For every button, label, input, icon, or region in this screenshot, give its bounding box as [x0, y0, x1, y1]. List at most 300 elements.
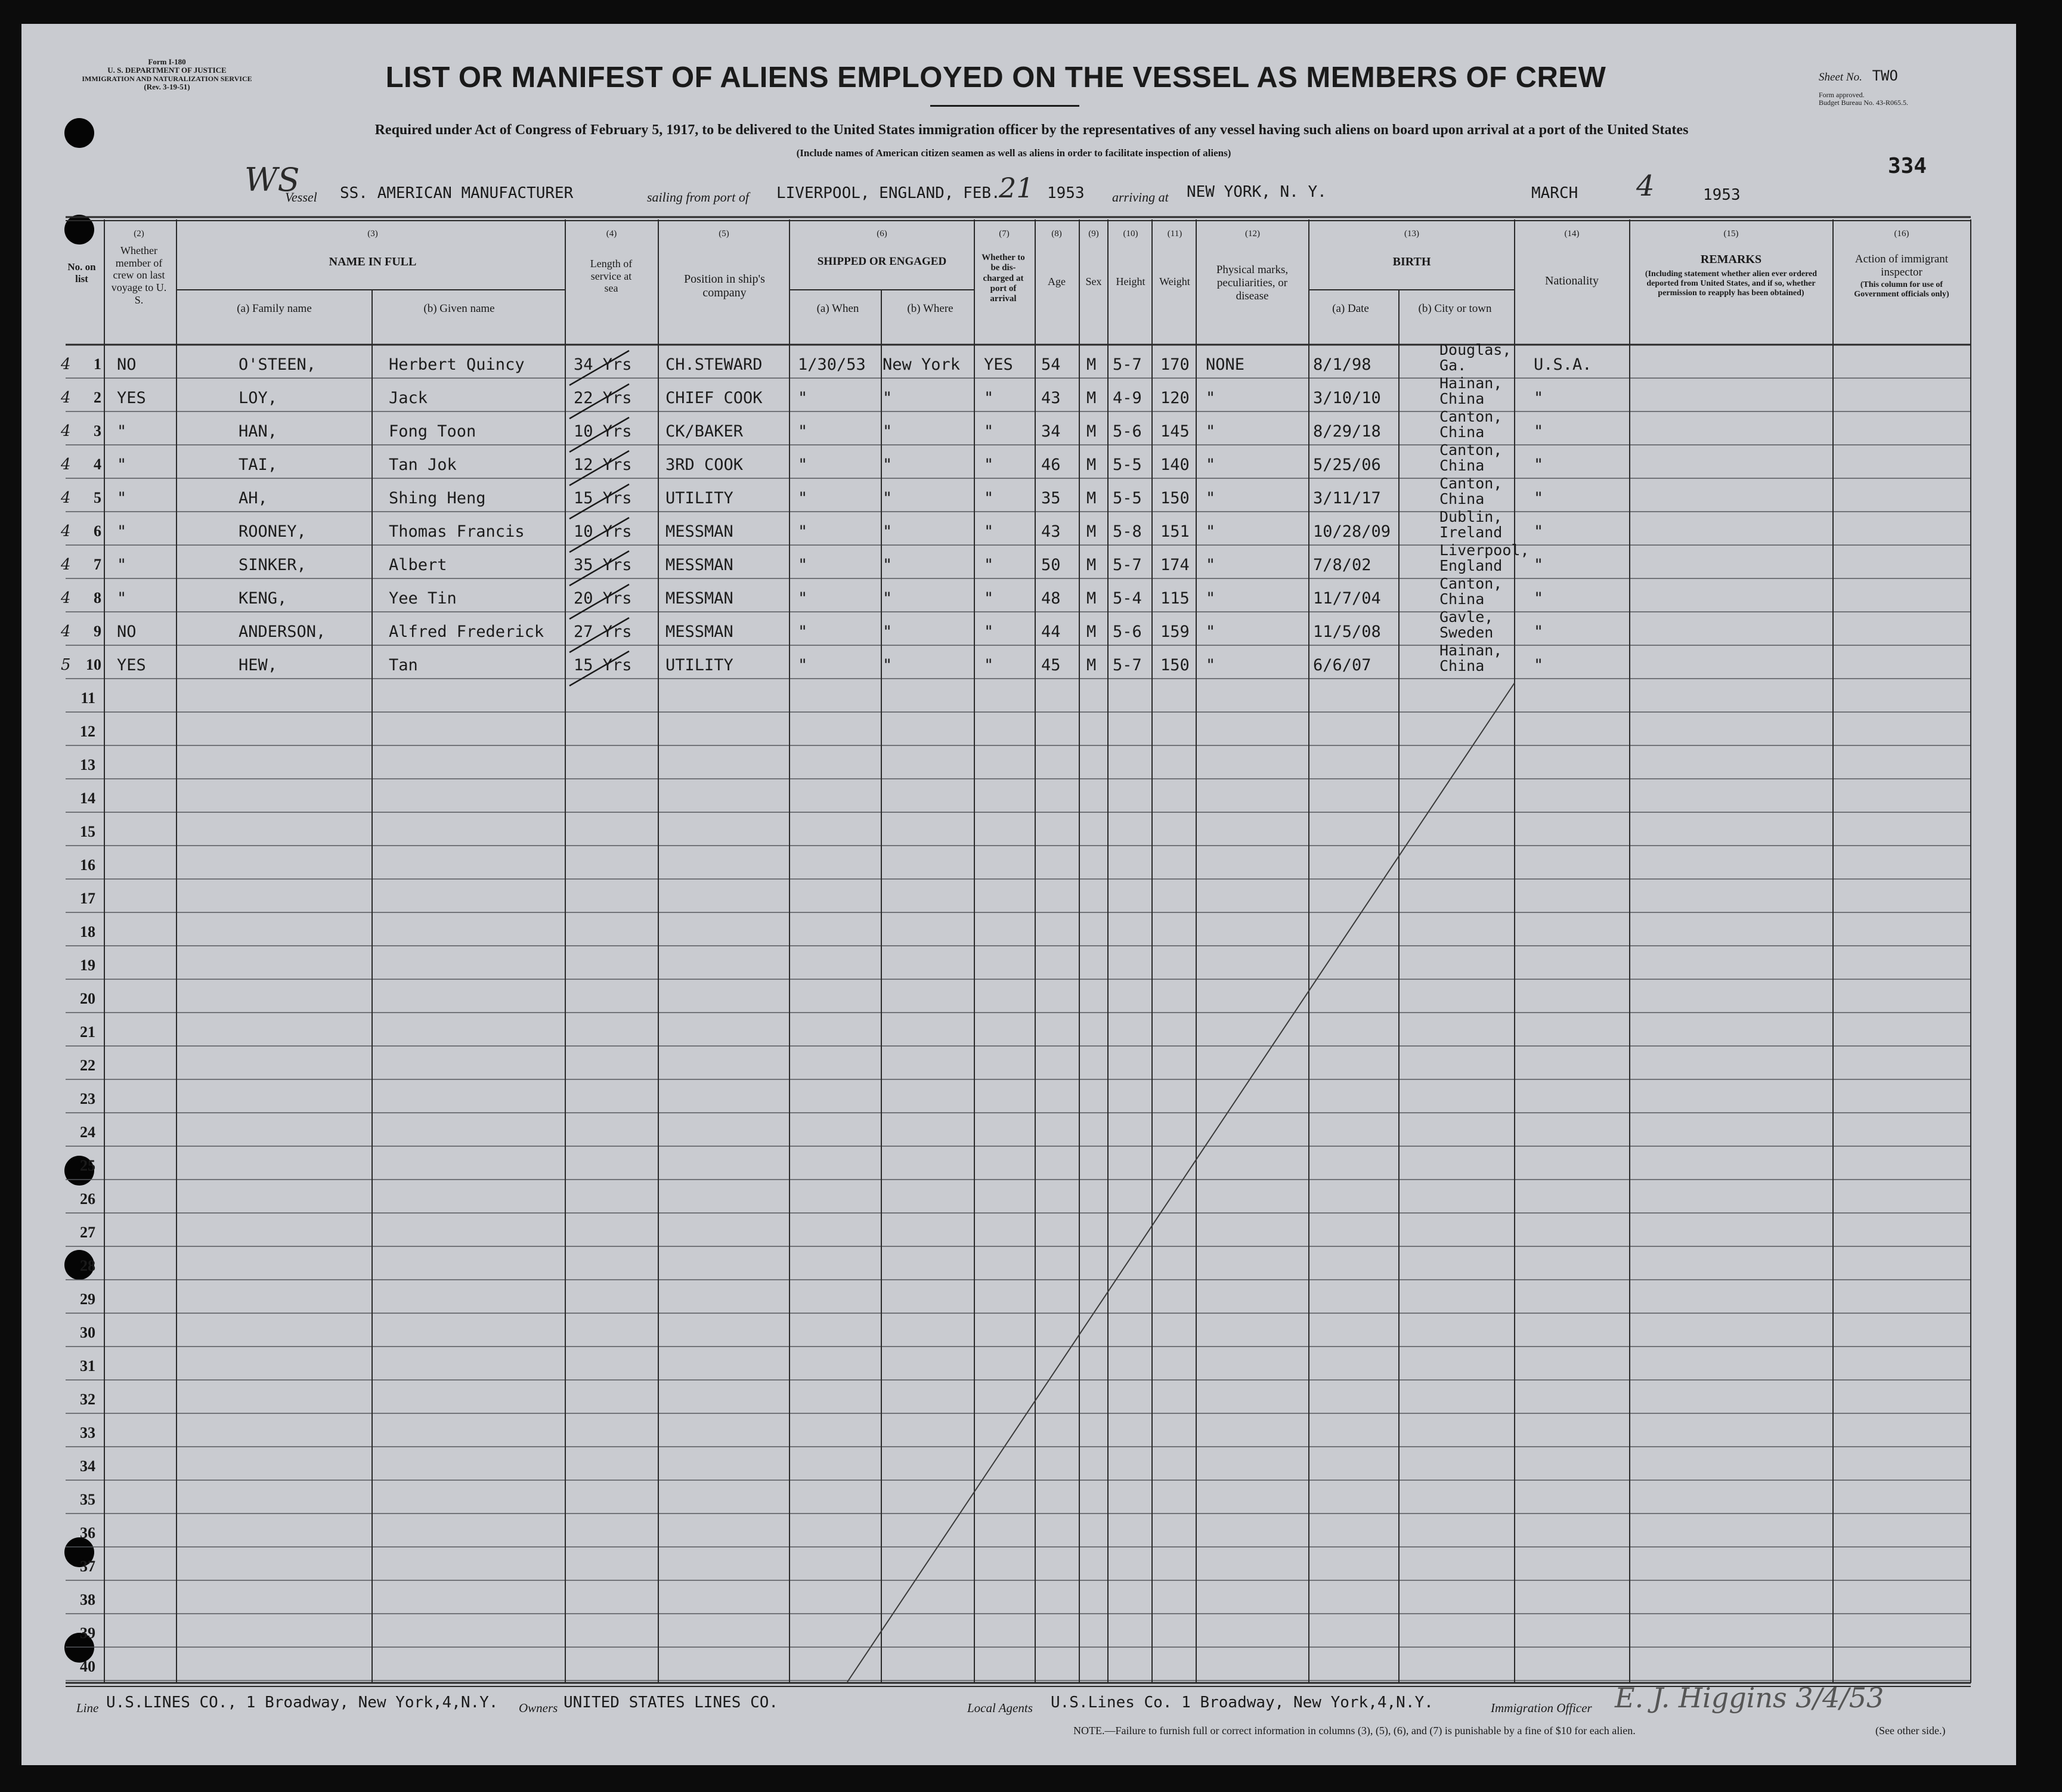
col-inspector-header: Action of immigrant inspector — [1854, 253, 1949, 278]
weight-cell: 170 — [1160, 355, 1190, 374]
service-cell: 12 Yrs — [574, 456, 632, 474]
form-number: Form I-180 — [148, 57, 186, 66]
shipped-when-cell: " — [798, 589, 808, 608]
family-name-cell: KENG, — [239, 589, 287, 608]
age-cell: 45 — [1041, 656, 1061, 674]
sail-year: 1953 — [1047, 184, 1085, 202]
row-number: 39 — [80, 1624, 95, 1642]
last-voyage-cell: NO — [117, 623, 137, 641]
col-birth-header: BIRTH — [1392, 255, 1431, 268]
marks-cell: " — [1206, 556, 1216, 574]
weight-cell: 140 — [1160, 456, 1190, 474]
birth-city-line: Dublin, — [1439, 508, 1503, 525]
margin-mark: 4 — [61, 422, 71, 440]
position-cell: MESSMAN — [665, 589, 733, 608]
sex-cell: M — [1086, 623, 1097, 641]
height-cell: 5-5 — [1113, 489, 1142, 507]
row-number: 26 — [80, 1190, 95, 1208]
birth-date-cell: 8/29/18 — [1313, 422, 1381, 441]
form-approved: Form approved. — [1819, 91, 1865, 99]
sex-cell: M — [1086, 522, 1097, 541]
nationality-cell: " — [1534, 522, 1544, 541]
row-number: 32 — [80, 1391, 95, 1408]
shipped-where-cell: " — [883, 522, 893, 541]
row-number: 12 — [80, 723, 95, 740]
margin-mark: 4 — [61, 589, 71, 607]
height-cell: 5-6 — [1113, 422, 1142, 441]
row-number: 38 — [80, 1591, 95, 1608]
last-voyage-cell: NO — [117, 355, 137, 374]
nationality-cell: " — [1534, 623, 1544, 641]
arriving-label: arriving at — [1112, 190, 1169, 205]
row-number: 33 — [80, 1424, 95, 1441]
col-last-voyage-header: Whether member of crew on last voyage to U. S. — [111, 244, 167, 306]
weight-cell: 151 — [1160, 522, 1190, 541]
margin-mark: 4 — [61, 556, 71, 574]
service-cell: 20 Yrs — [574, 589, 632, 608]
row-number: 25 — [80, 1157, 95, 1174]
shipped-where-cell: " — [883, 422, 893, 441]
col-12-num: (12) — [1245, 229, 1260, 239]
margin-mark: 4 — [61, 355, 71, 373]
weight-cell: 159 — [1160, 623, 1190, 641]
family-name-cell: O'STEEN, — [239, 355, 317, 374]
shipped-where-cell: " — [883, 589, 893, 608]
col-no-header: No. on list — [67, 261, 96, 284]
vessel-label: Vessel — [285, 190, 317, 205]
position-cell: MESSMAN — [665, 522, 733, 541]
service-cell: 10 Yrs — [574, 422, 632, 441]
height-cell: 5-7 — [1113, 656, 1142, 674]
weight-cell: 150 — [1160, 656, 1190, 674]
shipped-when-cell: " — [798, 422, 808, 441]
col-nationality-header: Nationality — [1545, 274, 1599, 287]
marks-cell: " — [1206, 422, 1216, 441]
height-cell: 5-4 — [1113, 589, 1142, 608]
shipped-where-cell: " — [883, 456, 893, 474]
col-birth-city-header: (b) City or town — [1418, 302, 1492, 315]
family-name-cell: ROONEY, — [239, 522, 306, 541]
page-title: LIST OR MANIFEST OF ALIENS EMPLOYED ON THE VESSEL AS MEMBERS OF CREW — [385, 61, 1606, 94]
col-10-num: (10) — [1123, 229, 1138, 239]
row-number: 11 — [81, 689, 95, 707]
row-number: 20 — [80, 990, 95, 1007]
margin-mark: 4 — [61, 389, 71, 407]
col-marks-header: Physical marks, peculiarities, or disease — [1216, 264, 1289, 302]
shipped-when-cell: 1/30/53 — [798, 355, 866, 374]
shipped-when-cell: " — [798, 389, 808, 407]
row-number: 36 — [80, 1524, 95, 1542]
position-cell: CH.STEWARD — [665, 355, 763, 374]
discharged-cell: " — [984, 422, 994, 441]
sex-cell: M — [1086, 422, 1097, 441]
birth-date-cell: 3/10/10 — [1313, 389, 1381, 407]
shipped-when-cell: " — [798, 556, 808, 574]
marks-cell: " — [1206, 589, 1216, 608]
row-number: 35 — [80, 1491, 95, 1508]
marks-cell: " — [1206, 489, 1216, 507]
birth-date-cell: 8/1/98 — [1313, 355, 1371, 374]
row-number: 29 — [80, 1290, 95, 1308]
service: IMMIGRATION AND NATURALIZATION SERVICE — [82, 75, 252, 83]
discharged-cell: " — [984, 589, 994, 608]
position-cell: UTILITY — [665, 489, 733, 507]
sex-cell: M — [1086, 389, 1097, 407]
shipped-when-cell: " — [798, 656, 808, 674]
row-number: 31 — [80, 1357, 95, 1375]
col-position-header: Position in ship's company — [684, 273, 765, 299]
row-number: 2 — [94, 389, 101, 406]
height-cell: 5-6 — [1113, 623, 1142, 641]
birth-city-line: Douglas, — [1439, 341, 1512, 358]
col-family-name-header: (a) Family name — [237, 302, 312, 315]
birth-region-line: Ireland — [1439, 524, 1503, 541]
agents-label: Local Agents — [967, 1701, 1033, 1715]
row-number: 28 — [80, 1257, 95, 1274]
age-cell: 46 — [1041, 456, 1061, 474]
row-number: 23 — [80, 1090, 95, 1107]
birth-region-line: Ga. — [1439, 357, 1467, 374]
service-cell: 27 Yrs — [574, 623, 632, 641]
age-cell: 35 — [1041, 489, 1061, 507]
given-name-cell: Alfred Frederick — [389, 623, 544, 641]
given-name-cell: Yee Tin — [389, 589, 457, 608]
arrival-year: 1953 — [1703, 186, 1741, 204]
shipped-where-cell: " — [883, 389, 893, 407]
birth-city-cell — [1439, 543, 1530, 574]
col-when-header: (a) When — [816, 302, 859, 315]
height-cell: 5-7 — [1113, 355, 1142, 374]
birth-date-cell: 11/5/08 — [1313, 623, 1381, 641]
birth-date-cell: 3/11/17 — [1313, 489, 1381, 507]
line-value: U.S.LINES CO., 1 Broadway, New York,4,N.Y. — [106, 1694, 499, 1711]
age-cell: 34 — [1041, 422, 1061, 441]
birth-city-cell — [1439, 376, 1502, 407]
sex-cell: M — [1086, 355, 1097, 374]
given-name-cell: Tan Jok — [389, 456, 457, 474]
family-name-cell: HEW, — [239, 656, 278, 674]
birth-city-cell — [1439, 643, 1502, 674]
col-given-name-header: (b) Given name — [423, 302, 495, 315]
col-weight-header: Weight — [1159, 276, 1190, 287]
weight-cell: 150 — [1160, 489, 1190, 507]
page-number: 334 — [1888, 154, 1927, 178]
given-name-cell: Albert — [389, 556, 447, 574]
col-3-num: (3) — [367, 229, 378, 239]
height-cell: 5-7 — [1113, 556, 1142, 574]
birth-city-line: Liverpool, — [1439, 541, 1530, 559]
col-remarks-header: REMARKS — [1700, 253, 1762, 266]
shipped-where-cell: New York — [883, 355, 961, 374]
nationality-cell: " — [1534, 556, 1544, 574]
row-number: 14 — [80, 790, 95, 807]
family-name-cell: LOY, — [239, 389, 278, 407]
last-voyage-cell: " — [117, 556, 127, 574]
row-number: 8 — [94, 589, 101, 606]
height-cell: 5-5 — [1113, 456, 1142, 474]
given-name-cell: Herbert Quincy — [389, 355, 525, 374]
service-cell: 15 Yrs — [574, 489, 632, 507]
discharged-cell: YES — [984, 355, 1013, 374]
row-number: 4 — [94, 456, 101, 473]
service-cell: 34 Yrs — [574, 355, 632, 374]
col-age-header: Age — [1048, 276, 1066, 287]
margin-mark: 4 — [61, 522, 71, 540]
service-cell: 15 Yrs — [574, 656, 632, 674]
row-number: 21 — [80, 1023, 95, 1041]
discharged-cell: " — [984, 556, 994, 574]
birth-date-cell: 10/28/09 — [1313, 522, 1391, 541]
row-number: 9 — [94, 623, 101, 640]
margin-mark: 4 — [61, 623, 71, 640]
col-inspector-note: (This column for use of Government officials only) — [1854, 280, 1949, 299]
nationality-cell: " — [1534, 489, 1544, 507]
age-cell: 43 — [1041, 522, 1061, 541]
family-name-cell: HAN, — [239, 422, 278, 441]
last-voyage-cell: YES — [117, 389, 146, 407]
birth-region-line: China — [1439, 490, 1485, 507]
col-13-num: (13) — [1404, 229, 1419, 239]
sailing-label: sailing from port of — [647, 190, 749, 205]
last-voyage-cell: YES — [117, 656, 146, 674]
arrival-day: 4 — [1636, 169, 1655, 203]
birth-city-cell — [1439, 476, 1502, 507]
given-name-cell: Jack — [389, 389, 428, 407]
service-cell: 10 Yrs — [574, 522, 632, 541]
age-cell: 54 — [1041, 355, 1061, 374]
last-voyage-cell: " — [117, 589, 127, 608]
birth-region-line: China — [1439, 390, 1485, 407]
birth-city-line: Canton, — [1439, 441, 1503, 459]
last-voyage-cell: " — [117, 422, 127, 441]
subnote: (Include names of American citizen seamen as well as aliens in order to facilitate inspection of aliens) — [796, 147, 1231, 159]
discharged-cell: " — [984, 623, 994, 641]
nationality-cell: " — [1534, 456, 1544, 474]
col-5-num: (5) — [719, 229, 729, 239]
marks-cell: " — [1206, 623, 1216, 641]
row-number: 30 — [80, 1324, 95, 1341]
col-16-num: (16) — [1894, 229, 1909, 239]
col-9-num: (9) — [1088, 229, 1099, 239]
nationality-cell: " — [1534, 589, 1544, 608]
row-number: 10 — [86, 656, 101, 673]
discharged-cell: " — [984, 489, 994, 507]
nationality-cell: " — [1534, 389, 1544, 407]
from-port: LIVERPOOL, ENGLAND, FEB. — [776, 184, 1001, 202]
birth-region-line: China — [1439, 590, 1485, 608]
height-cell: 4-9 — [1113, 389, 1142, 407]
position-cell: MESSMAN — [665, 556, 733, 574]
given-name-cell: Fong Toon — [389, 422, 476, 441]
position-cell: UTILITY — [665, 656, 733, 674]
age-cell: 43 — [1041, 389, 1061, 407]
row-number: 24 — [80, 1124, 95, 1141]
officer-label: Immigration Officer — [1491, 1701, 1592, 1715]
service-cell: 22 Yrs — [574, 389, 632, 407]
age-cell: 48 — [1041, 589, 1061, 608]
birth-region-line: China — [1439, 657, 1485, 674]
family-name-cell: TAI, — [239, 456, 278, 474]
penalty-note: NOTE.—Failure to furnish full or correct information in columns (3), (5), (6), and (7) is punishable by a fine of $10 for each alien. — [1073, 1725, 1636, 1737]
owners-label: Owners — [519, 1701, 558, 1715]
shipped-where-cell: " — [883, 623, 893, 641]
discharged-cell: " — [984, 656, 994, 674]
birth-city-line: Canton, — [1439, 408, 1503, 425]
col-sex-header: Sex — [1085, 276, 1102, 287]
shipped-when-cell: " — [798, 522, 808, 541]
arrival-month: MARCH — [1531, 184, 1578, 202]
row-number: 17 — [80, 890, 95, 907]
weight-cell: 120 — [1160, 389, 1190, 407]
shipped-when-cell: " — [798, 489, 808, 507]
marks-cell: " — [1206, 389, 1216, 407]
birth-city-cell — [1439, 342, 1511, 373]
revision: (Rev. 3-19-51) — [144, 82, 190, 91]
margin-mark: 4 — [61, 489, 71, 507]
birth-city-cell — [1439, 442, 1502, 473]
row-number: 1 — [94, 355, 101, 373]
row-number: 19 — [80, 957, 95, 974]
birth-city-line: Hainan, — [1439, 642, 1503, 659]
department: U. S. DEPARTMENT OF JUSTICE — [107, 66, 227, 75]
col-birth-date-header: (a) Date — [1332, 302, 1369, 315]
arrival-port: NEW YORK, N. Y. — [1187, 183, 1327, 201]
col-6-num: (6) — [877, 229, 887, 239]
row-number: 15 — [80, 823, 95, 840]
shipped-where-cell: " — [883, 489, 893, 507]
agents-value: U.S.Lines Co. 1 Broadway, New York,4,N.Y. — [1051, 1694, 1434, 1711]
nationality-cell: " — [1534, 422, 1544, 441]
shipped-where-cell: " — [883, 556, 893, 574]
service-cell: 35 Yrs — [574, 556, 632, 574]
marks-cell: " — [1206, 522, 1216, 541]
weight-cell: 145 — [1160, 422, 1190, 441]
birth-date-cell: 5/25/06 — [1313, 456, 1381, 474]
age-cell: 50 — [1041, 556, 1061, 574]
col-name-header: NAME IN FULL — [329, 255, 417, 268]
discharged-cell: " — [984, 522, 994, 541]
col-where-header: (b) Where — [907, 302, 953, 315]
sex-cell: M — [1086, 489, 1097, 507]
birth-region-line: China — [1439, 423, 1485, 441]
row-number: 22 — [80, 1057, 95, 1074]
row-number: 13 — [80, 756, 95, 773]
subtitle: Required under Act of Congress of February 5, 1917, to be delivered to the United States immigration officer by the representatives of any vessel having such aliens on board upon arrival at a port of the United States — [374, 122, 1689, 138]
birth-region-line: England — [1439, 557, 1503, 574]
line-label: Line — [76, 1701, 99, 1715]
col-8-num: (8) — [1051, 229, 1062, 239]
sheet-number: TWO — [1872, 67, 1898, 84]
shipped-where-cell: " — [883, 656, 893, 674]
col-7-num: (7) — [999, 229, 1010, 239]
age-cell: 44 — [1041, 623, 1061, 641]
nationality-cell: " — [1534, 656, 1544, 674]
sex-cell: M — [1086, 456, 1097, 474]
row-number: 34 — [80, 1457, 95, 1475]
weight-cell: 174 — [1160, 556, 1190, 574]
birth-city-line: Canton, — [1439, 575, 1503, 592]
row-number: 27 — [80, 1224, 95, 1241]
row-number: 7 — [94, 556, 101, 573]
sex-cell: M — [1086, 589, 1097, 608]
row-number: 18 — [80, 923, 95, 940]
col-height-header: Height — [1116, 276, 1145, 287]
birth-region-line: Sweden — [1439, 624, 1494, 641]
vessel-name: SS. AMERICAN MANUFACTURER — [340, 184, 574, 202]
row-number: 6 — [94, 522, 101, 540]
marks-cell: NONE — [1206, 355, 1245, 374]
height-cell: 5-8 — [1113, 522, 1142, 541]
see-other-side: (See other side.) — [1875, 1725, 1946, 1737]
handwritten-initials: WS — [244, 161, 300, 199]
weight-cell: 115 — [1160, 589, 1190, 608]
shipped-when-cell: " — [798, 456, 808, 474]
row-number: 5 — [94, 489, 101, 506]
row-number: 40 — [80, 1658, 95, 1675]
row-number: 3 — [94, 422, 101, 440]
family-name-cell: SINKER, — [239, 556, 306, 574]
last-voyage-cell: " — [117, 456, 127, 474]
col-remarks-note: (Including statement whether alien ever ordered deported from United States, and if so, whether permission to reapply has been obtained) — [1645, 270, 1818, 298]
marks-cell: " — [1206, 456, 1216, 474]
col-11-num: (11) — [1167, 229, 1182, 239]
birth-city-line: Gavle, — [1439, 608, 1494, 626]
margin-mark: 5 — [61, 656, 71, 674]
row-number: 37 — [80, 1558, 95, 1575]
marks-cell: " — [1206, 656, 1216, 674]
birth-city-cell — [1439, 609, 1493, 640]
sex-cell: M — [1086, 656, 1097, 674]
col-2-num: (2) — [134, 229, 144, 239]
discharged-cell: " — [984, 456, 994, 474]
birth-city-cell — [1439, 576, 1502, 607]
col-service-header: Length of service at sea — [590, 258, 633, 295]
shipped-when-cell: " — [798, 623, 808, 641]
col-14-num: (14) — [1564, 229, 1580, 239]
discharged-cell: " — [984, 389, 994, 407]
position-cell: 3RD COOK — [665, 456, 744, 474]
col-4-num: (4) — [606, 229, 617, 239]
sheet-label: Sheet No. — [1819, 71, 1862, 83]
col-discharged-header: Whether to be dis- charged at port of arrival — [982, 253, 1025, 304]
cancel-diagonal — [847, 683, 1515, 1683]
position-cell: MESSMAN — [665, 623, 733, 641]
birth-date-cell: 11/7/04 — [1313, 589, 1381, 608]
last-voyage-cell: " — [117, 489, 127, 507]
birth-city-cell — [1439, 509, 1502, 540]
sail-day: 21 — [999, 172, 1034, 204]
position-cell: CHIEF COOK — [665, 389, 763, 407]
col-15-num: (15) — [1723, 229, 1739, 239]
given-name-cell: Tan — [389, 656, 418, 674]
birth-date-cell: 6/6/07 — [1313, 656, 1371, 674]
birth-region-line: China — [1439, 457, 1485, 474]
row-number: 16 — [80, 856, 95, 874]
birth-date-cell: 7/8/02 — [1313, 556, 1371, 574]
given-name-cell: Shing Heng — [389, 489, 486, 507]
margin-mark: 4 — [61, 456, 71, 473]
birth-city-cell — [1439, 409, 1502, 440]
budget-bureau: Budget Bureau No. 43-R065.5. — [1819, 98, 1908, 107]
birth-city-line: Hainan, — [1439, 375, 1503, 392]
last-voyage-cell: " — [117, 522, 127, 541]
birth-city-line: Canton, — [1439, 475, 1503, 492]
family-name-cell: AH, — [239, 489, 268, 507]
owners-value: UNITED STATES LINES CO. — [564, 1694, 779, 1711]
col-shipped-header: SHIPPED OR ENGAGED — [817, 255, 947, 268]
family-name-cell: ANDERSON, — [239, 623, 326, 641]
given-name-cell: Thomas Francis — [389, 522, 525, 541]
